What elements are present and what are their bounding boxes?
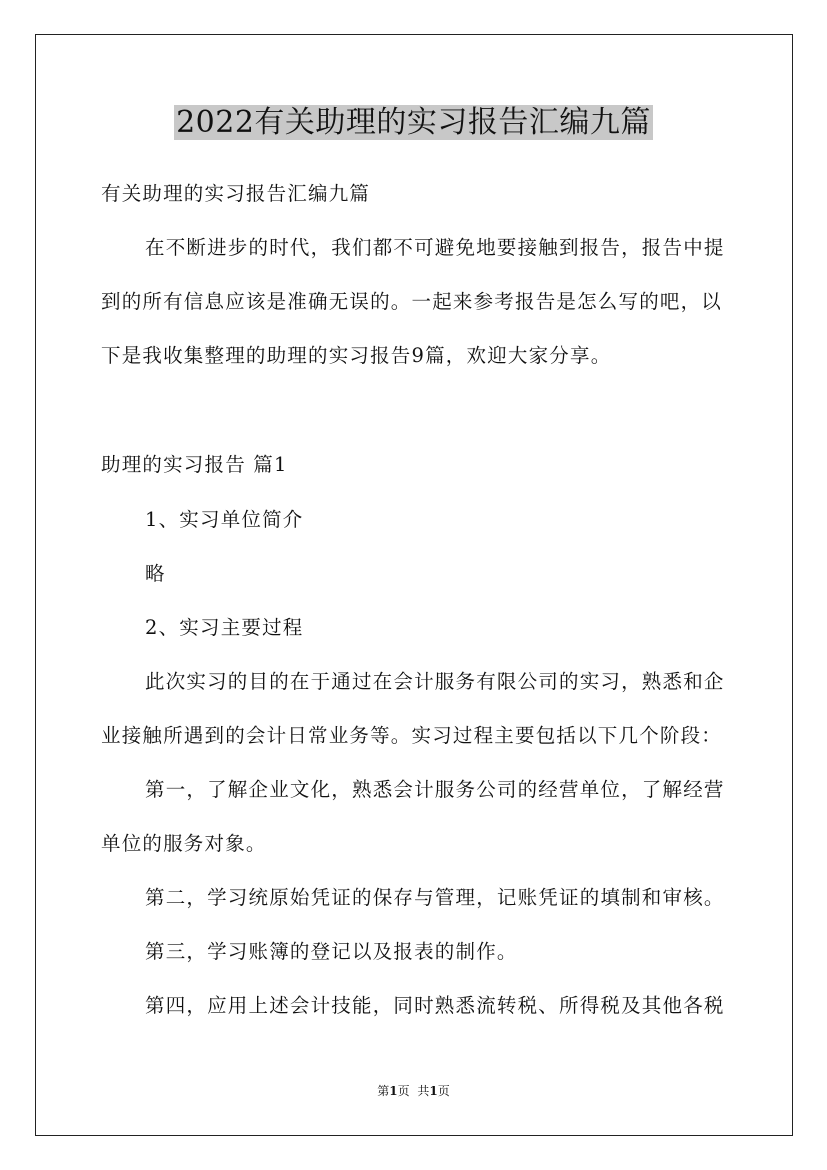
page-footer (0, 1083, 827, 1099)
paragraph-line: 2、实习主要过程 (145, 616, 304, 639)
paragraph-line: 第二，学习统原始凭证的保存与管理，记账凭证的填制和审核。 (145, 886, 725, 909)
paragraph-line: 第四，应用上述会计技能，同时熟悉流转税、所得税及其他各税 (145, 994, 725, 1017)
footer-total-suffix: 页 (437, 1084, 450, 1098)
paragraph-line: 1、实习单位简介 (145, 508, 304, 531)
paragraph-line: 第三，学习账簿的登记以及报表的制作。 (145, 940, 518, 963)
paragraph-line: 在不断进步的时代，我们都不可避免地要接触到报告，报告中提 (145, 236, 725, 259)
footer-page-number: 1 (389, 1084, 398, 1098)
paragraph-line: 到的所有信息应该是准确无误的。一起来参考报告是怎么写的吧，以 (101, 290, 723, 313)
paragraph-line: 略 (145, 562, 166, 585)
footer-total-prefix: 共 (417, 1084, 430, 1098)
subtitle-line: 有关助理的实习报告汇编九篇 (101, 182, 371, 205)
document-title-row (0, 103, 827, 143)
footer-total-number: 1 (429, 1084, 438, 1098)
paragraph-line: 此次实习的目的在于通过在会计服务有限公司的实习，熟悉和企 (145, 670, 725, 693)
document-title: 2022有关助理的实习报告汇编九篇 (176, 105, 651, 140)
footer-page-suffix: 页 (397, 1084, 410, 1098)
paragraph-line: 单位的服务对象。 (101, 832, 267, 855)
footer-page-prefix: 第 (377, 1084, 390, 1098)
paragraph-line: 第一，了解企业文化，熟悉会计服务公司的经营单位，了解经营 (145, 778, 725, 801)
section-heading: 助理的实习报告 篇1 (101, 453, 288, 476)
paragraph-line: 下是我收集整理的助理的实习报告9篇，欢迎大家分享。 (101, 344, 612, 367)
paragraph-line: 业接触所遇到的会计日常业务等。实习过程主要包括以下几个阶段： (101, 724, 723, 747)
